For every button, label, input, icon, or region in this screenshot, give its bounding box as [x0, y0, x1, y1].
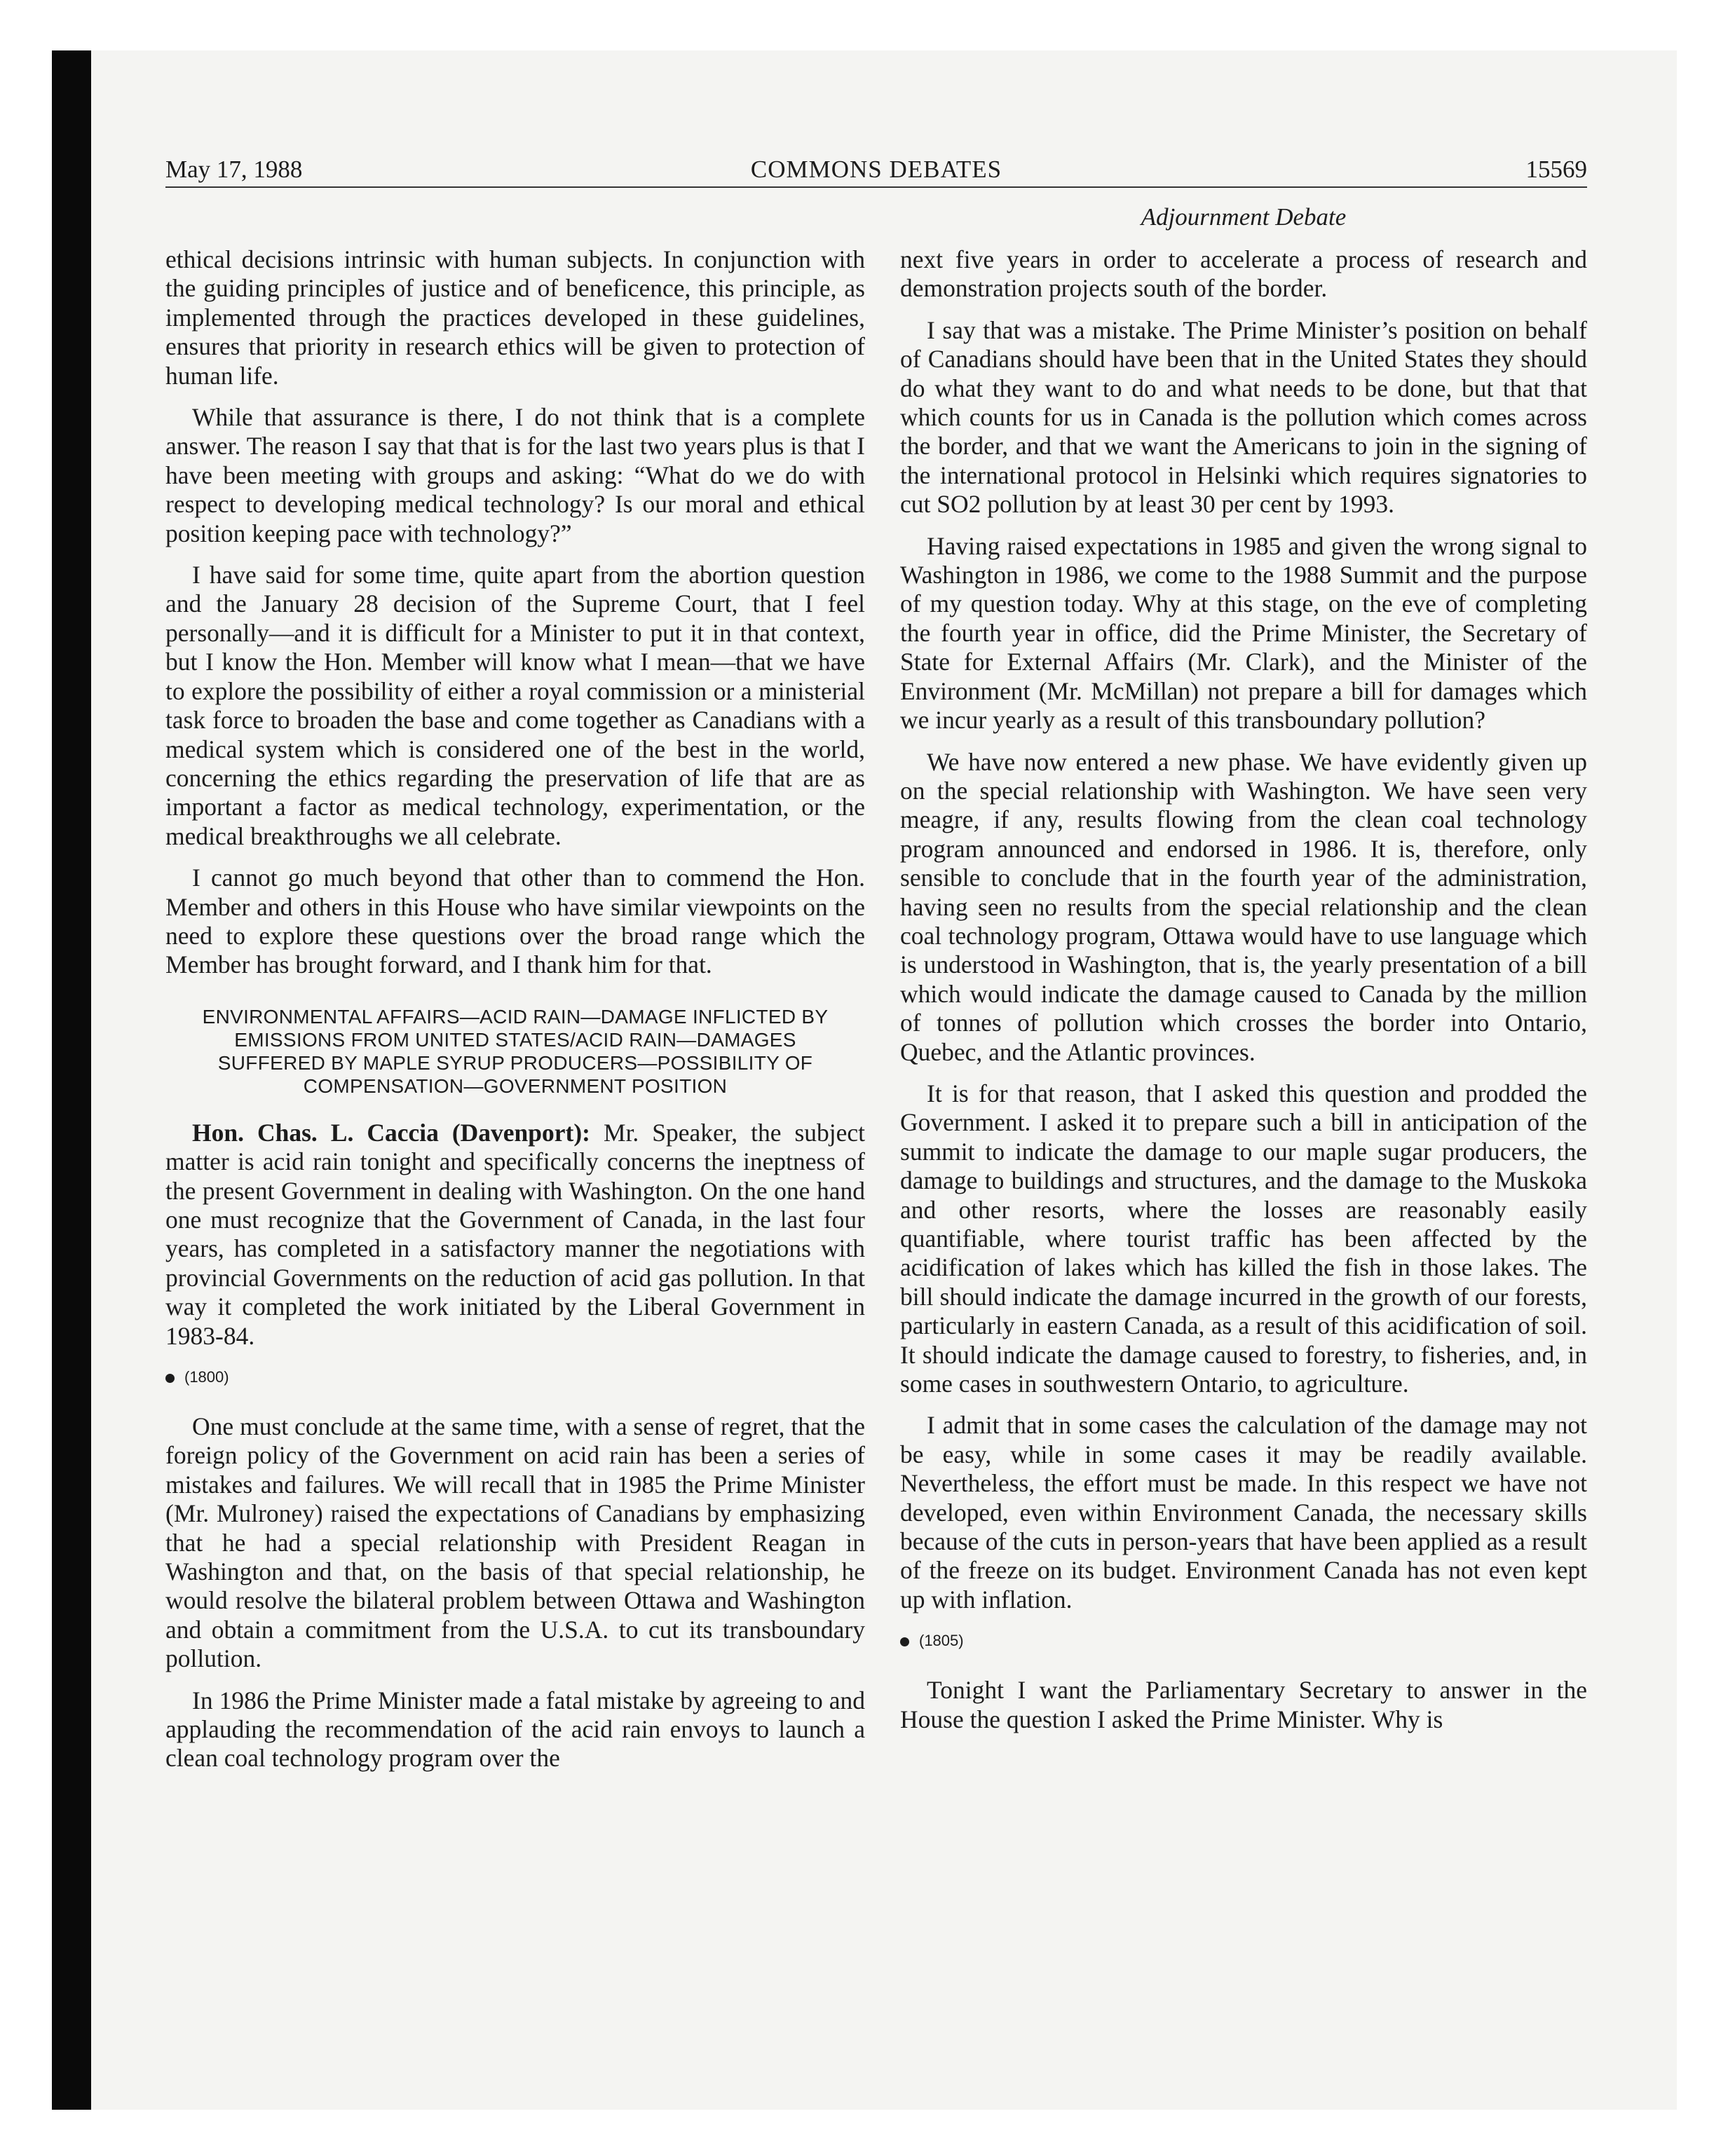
- paragraph: One must conclude at the same time, with a sense of regret, that the foreign policy of the Government on acid rain has been a series of mistakes and failures. We will recall that in 1985 the Prime Minister (Mr. Mulroney) raised the expectations of Canadians by emphasizing that he had a special relationship with President Reagan in Washington and that, on the basis of that special relationship, he would resolve the bilateral problem between Ottawa and Washington and obtain a commitment from the U.S.A. to cut its transboundary pollution.: [165, 1412, 865, 1673]
- topic-heading: ENVIRONMENTAL AFFAIRS—ACID RAIN—DAMAGE INFLICTED BY EMISSIONS FROM UNITED STATES/ACID RAIN—DAMAGES SUFFERED BY MAPLE SYRUP PRODUCERS—POSSIBILITY OF COMPENSATION—GOVERNMENT POSITION: [202, 1005, 829, 1097]
- paragraph: It is for that reason, that I asked this question and prodded the Government. I asked it to prepare such a bill in anticipation of the summit to indicate the damage to our maple sugar producers, the damage to buildings and structures, and the damage to the Muskoka and other resorts, where the losses are reasonably easily quantifiable, where tourist traffic has been affected by the acidification of lakes which has killed the fish in those lakes. The bill should indicate the damage incurred in the growth of our forests, particularly in eastern Canada, as a result of this acidification of soil. It should indicate the damage caused to forestry, to fisheries, and, in some cases in southwestern Ontario, to agriculture.: [900, 1079, 1587, 1398]
- paragraph: I admit that in some cases the calculation of the damage may not be easy, while in some cases it may be readily available. Nevertheless, the effort must be made. In this respect we have not developed, even within Environment Canada, the necessary skills because of the cuts in person-years that have been applied as a result of the freeze on its budget. Environment Canada has not even kept up with inflation.: [900, 1411, 1587, 1613]
- time-marker: [165, 1363, 865, 1391]
- paragraph: Tonight I want the Parliamentary Secretary to answer in the House the question I asked the Prime Minister. Why is: [900, 1676, 1587, 1733]
- speech-paragraph: [165, 1119, 865, 1351]
- header-title: COMMONS DEBATES: [750, 156, 1002, 183]
- paragraph: Having raised expectations in 1985 and given the wrong signal to Washington in 1986, we come to the 1988 Summit and the purpose of my question today. Why at this stage, on the eve of completing the fourth year in office, did the Prime Minister, the Secretary of State for External Affairs (Mr. Clark), and the Minister of the Environment (Mr. McMillan) not prepare a bill for damages which we incur yearly as a result of this transboundary pollution?: [900, 531, 1587, 735]
- header-date: May 17, 1988: [165, 156, 303, 183]
- paragraph: I cannot go much beyond that other than to commend the Hon. Member and others in this House who have similar viewpoints on the need to explore these questions over the broad range which the Member has brought forward, and I thank him for that.: [165, 864, 865, 979]
- scan-edge-bar: [52, 50, 91, 2110]
- paragraph: In 1986 the Prime Minister made a fatal mistake by agreeing to and applauding the recommendation of the acid rain envoys to launch a clean coal technology program over the: [165, 1686, 865, 1773]
- bullet-icon: [165, 1374, 175, 1383]
- speaker-name: Hon. Chas. L. Caccia (Davenport):: [192, 1118, 591, 1147]
- paragraph: We have now entered a new phase. We have evidently given up on the special relationship with Washington. We have seen very meagre, if any, results flowing from the clean coal technology program announced and endorsed in 1986. It is, therefore, only sensible to conclude that in the fourth year of the administration, having seen no results from the special relationship and the clean coal technology program, Ottawa would have to use language which is understood in Washington, that is, the yearly presentation of a bill which would indicate the damage caused to Canada by the million of tonnes of pollution which crosses the border into Ontario, Quebec, and the Atlantic provinces.: [900, 747, 1587, 1066]
- right-column: [900, 245, 1587, 1747]
- paragraph: next five years in order to accelerate a process of research and demonstration projects south of the border.: [900, 245, 1587, 303]
- time-marker-label: (1800): [184, 1368, 229, 1386]
- paragraph: While that assurance is there, I do not think that is a complete answer. The reason I say that that is for the last two years plus is that I have been meeting with groups and asking: “What do we do with respect to developing medical technology? Is our moral and ethical position keeping pace with technology?”: [165, 403, 865, 547]
- left-column: [165, 245, 865, 1786]
- speech-text: Mr. Speaker, the subject matter is acid rain tonight and specifically concerns the ineptness of the present Government in dealing with Washington. On the one hand one must recognize that the Government of Canada, in the last four years, has completed in a satisfactory manner the negotiations with provincial Governments on the reduction of acid gas pollution. In that way it completed the work initiated by the Liberal Government in 1983-84.: [165, 1118, 865, 1350]
- paragraph: I have said for some time, quite apart from the abortion question and the January 28 decision of the Supreme Court, that I feel personally—and it is difficult for a Minister to put it in that context, but I know the Hon. Member will know what I mean—that we have to explore the possibility of either a royal commission or a ministerial task force to broaden the base and come together as Canadians with a medical system which is considered one of the best in the world, concerning the ethics regarding the preservation of life that are as important a factor as medical technology, experimentation, or the medical breakthroughs we all celebrate.: [165, 561, 865, 850]
- section-label: Adjournment Debate: [1141, 203, 1347, 231]
- paragraph: ethical decisions intrinsic with human subjects. In conjunction with the guiding principles of justice and of beneficence, this principle, as implemented through the practices developed in these guidelines, ensures that priority in research ethics will be given to protection of human life.: [165, 245, 865, 390]
- time-marker-label: (1805): [919, 1632, 964, 1650]
- time-marker: [900, 1627, 1587, 1655]
- paragraph: I say that was a mistake. The Prime Minister’s position on behalf of Canadians should have been that in the United States they should do what they want to do and what needs to be done, but that that which counts for us in Canada is the pollution which comes across the border, and that we want the Americans to join in the signing of the international protocol in Helsinki which requires signatories to cut SO2 pollution by at least 30 per cent by 1993.: [900, 315, 1587, 519]
- page-header: [165, 153, 1587, 188]
- bullet-icon: [900, 1637, 909, 1646]
- header-page-number: 15569: [1525, 156, 1587, 183]
